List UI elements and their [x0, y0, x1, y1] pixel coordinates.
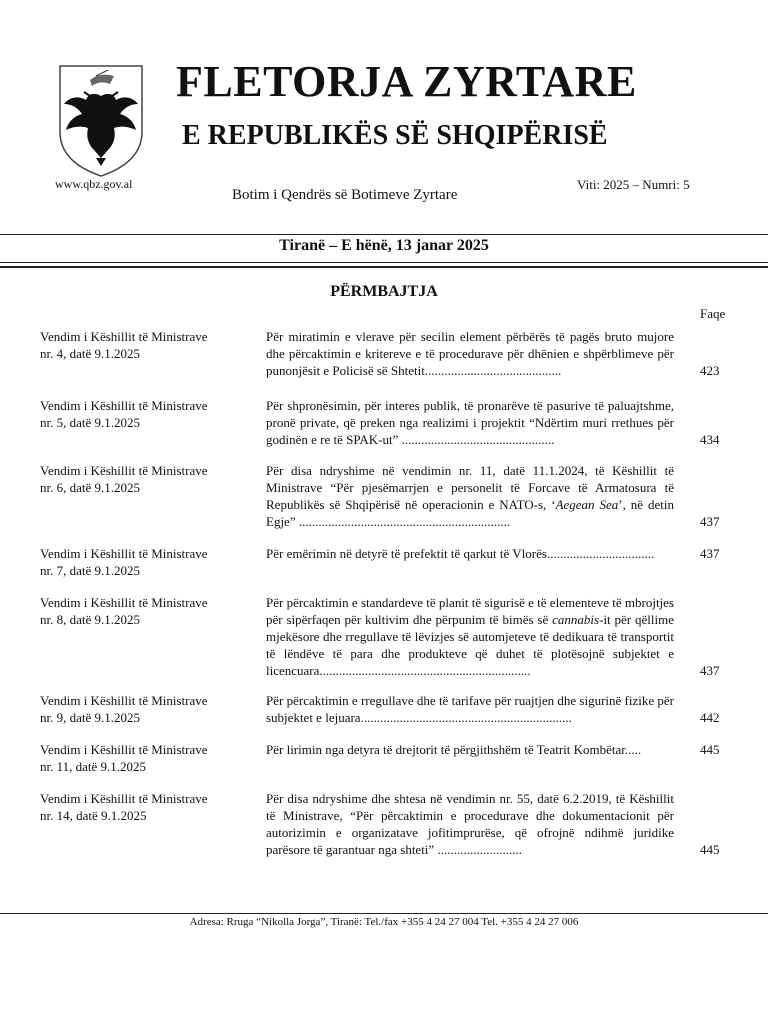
decree-type: Vendim i Këshillit të Ministrave: [40, 742, 208, 757]
page-number: 423: [700, 363, 720, 378]
leader-dots: .................................................................: [319, 663, 531, 678]
page-number: 445: [700, 842, 720, 857]
decree-type: Vendim i Këshillit të Ministrave: [40, 329, 208, 344]
entry-description: [266, 741, 674, 758]
decree-number: nr. 5, datë 9.1.2025: [40, 415, 141, 430]
coat-of-arms-emblem: [56, 62, 146, 180]
website-link[interactable]: www.qbz.gov.al: [55, 177, 133, 191]
leader-dots: .................................................................: [295, 514, 511, 529]
description-text-post: -it për qëllime mjekësore dhe rregullave të lëvizjes së automjeteve të dedikuara të transportit të lëndëve të para dhe produkteve që duhet të plotësojnë subjektet e licencuara: [266, 612, 675, 678]
decree-reference: [40, 790, 240, 824]
decree-reference: [40, 741, 240, 775]
entry-description: [266, 397, 674, 448]
gazette-subtitle: E REPUBLIKËS SË SHQIPËRISË: [182, 120, 608, 151]
double-divider-thick: [0, 266, 768, 268]
double-divider-thin: [0, 262, 768, 263]
description-text: Për miratimin e vlerave për secilin element përbërës të pagës bruto mujore dhe përcaktimin e kritereve e të procedurave për dhënien e shpërblimeve për punonjësit e Policisë së Shtetit: [266, 329, 674, 378]
decree-type: Vendim i Këshillit të Ministrave: [40, 595, 208, 610]
publisher-text: Botim i Qendrës së Botimeve Zyrtare: [232, 187, 458, 203]
page-number: 442: [700, 710, 720, 725]
decree-reference: [40, 462, 240, 496]
decree-number: nr. 11, datë 9.1.2025: [40, 759, 147, 774]
toc-title: PËRMBAJTJA: [330, 283, 438, 300]
page-number: 437: [700, 546, 720, 561]
double-headed-eagle-icon: [56, 62, 146, 180]
page-column-header: Faqe: [700, 306, 726, 321]
decree-number: nr. 8, datë 9.1.2025: [40, 612, 141, 627]
description-text: Për shpronësimin, për interes publik, të pronarëve të pasurive të paluajtshme, pronë private, që preken nga realizimi i projektit “Ndërtim muri rrethues për godinën e re të SPAK-ut”: [266, 398, 674, 447]
decree-reference: [40, 692, 240, 726]
description-text: Për disa ndryshime dhe shtesa në vendimin nr. 55, datë 6.2.2019, të Këshillit të Ministrave, “Për përcaktimin e procedurave dhe dokumentacionit për autorizimin e organizatave jofitimprurëse, që ofrojnë ndihmë juridike parësore të garantuar nga shteti”: [266, 791, 674, 857]
footer-divider: [0, 913, 768, 914]
decree-type: Vendim i Këshillit të Ministrave: [40, 398, 208, 413]
decree-type: Vendim i Këshillit të Ministrave: [40, 463, 208, 478]
description-text: Për përcaktimin e rregullave dhe të tarifave për ruajtjen dhe sigurinë fizike për subjektet e lejuara: [266, 693, 674, 725]
decree-number: nr. 6, datë 9.1.2025: [40, 480, 141, 495]
page-number: 445: [700, 742, 720, 757]
description-text-pre: Për përcaktimin e standardeve të planit të sigurisë e të elementeve të mbrojtjes për sipërfaqen për kultivim dhe përpunim të bimës së: [266, 595, 674, 627]
leader-dots: .................................: [546, 546, 655, 561]
header-divider: [0, 234, 768, 235]
gazette-title: FLETORJA ZYRTARE: [176, 57, 637, 106]
decree-reference: [40, 397, 240, 431]
entry-description: [266, 545, 674, 562]
entry-description: [266, 594, 674, 679]
entry-description: [266, 462, 674, 530]
decree-number: nr. 4, datë 9.1.2025: [40, 346, 141, 361]
decree-number: nr. 7, datë 9.1.2025: [40, 563, 141, 578]
footer-address: Adresa: Rruga “Nikolla Jorga”, Tiranë: Tel./fax +355 4 24 27 004 Tel. +355 4 24 27 006: [189, 916, 579, 928]
decree-reference: [40, 328, 240, 362]
leader-dots: .....: [624, 742, 642, 757]
entry-description: [266, 328, 674, 379]
description-italic: Aegean Sea: [555, 497, 619, 512]
description-italic: cannabis: [552, 612, 600, 627]
entry-description: [266, 790, 674, 858]
issue-number: Viti: 2025 – Numri: 5: [577, 177, 690, 192]
page-number: 437: [700, 514, 720, 529]
decree-type: Vendim i Këshillit të Ministrave: [40, 693, 208, 708]
decree-reference: [40, 545, 240, 579]
decree-number: nr. 9, datë 9.1.2025: [40, 710, 141, 725]
dateline: Tiranë – E hënë, 13 janar 2025: [279, 237, 489, 254]
description-text: Për lirimin nga detyra të drejtorit të përgjithshëm të Teatrit Kombëtar: [266, 742, 625, 757]
page-number: 437: [700, 663, 720, 678]
page-number: 434: [700, 432, 720, 447]
decree-type: Vendim i Këshillit të Ministrave: [40, 791, 208, 806]
decree-type: Vendim i Këshillit të Ministrave: [40, 546, 208, 561]
leader-dots: ..........................: [434, 842, 522, 857]
decree-number: nr. 14, datë 9.1.2025: [40, 808, 147, 823]
leader-dots: ..........................................: [424, 363, 562, 378]
leader-dots: .................................................................: [360, 710, 572, 725]
leader-dots: ...............................................: [398, 432, 555, 447]
decree-reference: [40, 594, 240, 628]
description-text-post: ’, në detin Egje”: [266, 497, 674, 529]
entry-description: [266, 692, 674, 726]
description-text: Për emërimin në detyrë të prefektit të qarkut të Vlorës: [266, 546, 547, 561]
description-text-pre: Për disa ndryshime në vendimin nr. 11, datë 11.1.2024, të Këshillit të Ministrave “Për pjesëmarrjen e personelit të Forcave të Armatosura të Republikës së Shqipërisë në operacionin e NATO-s, ‘: [266, 463, 674, 512]
